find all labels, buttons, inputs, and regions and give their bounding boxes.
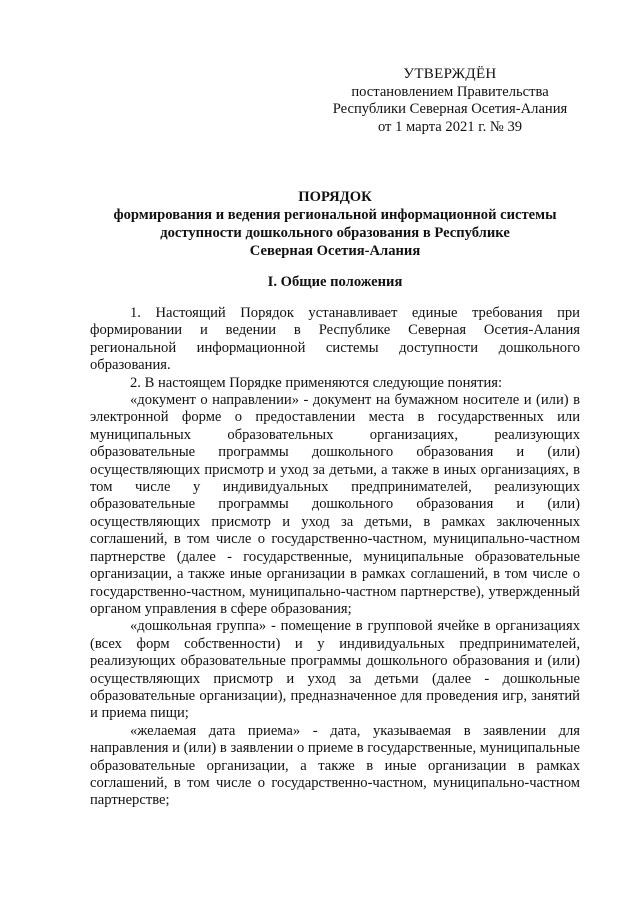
approval-stamp: УТВЕРЖДЁН <box>403 66 497 82</box>
paragraph: «документ о направлении» - документ на бумажном носителе и (или) в электронной форме о предоставлении места в государственных или муниципальных образовательных организациях, реализующих образовательные программы дошкольного образования и (или) осуществляющих присмотр и уход за детьми, а также в иных организациях, в том числе у индивидуальных предпринимателей, реализующих образовательные программы дошкольного образования и (или) осуществляющих присмотр и уход за детьми, в рамках заключенных соглашений, в том числе о государственно-частном, муниципально-частном партнерстве (далее - государственные, муниципальные образовательные организации, а также иные организации в рамках соглашений, в том числе о государственно-частном, муниципально-частном партнерстве), утвержденный органом управления в сфере образования; <box>90 392 580 617</box>
paragraph: 2. В настоящем Порядке применяются следующие понятия: <box>130 374 503 391</box>
approval-line: Республики Северная Осетия-Алания <box>332 101 568 117</box>
paragraph: 1. Настоящий Порядок устанавливает единые требования при формировании и ведении в Республике Северная Осетия-Алания региональной информационной системы доступности дошкольного образования. <box>90 305 580 374</box>
paragraph: «дошкольная группа» - помещение в групповой ячейке в организациях (всех форм собственности) и у индивидуальных предпринимателей, реализующих образовательные программы дошкольного образования и (или) осуществляющих присмотр и уход за детьми (далее - дошкольные образовательные организации), предназначенное для проведения игр, занятий и приема пищи; <box>90 618 580 722</box>
title-heading: ПОРЯДОК <box>298 189 372 205</box>
title-line: доступности дошкольного образования в Республике <box>160 225 510 241</box>
title-line: Северная Осетия-Алания <box>249 243 421 259</box>
approval-line: постановлением Правительства <box>351 83 549 100</box>
document-body <box>90 305 580 810</box>
paragraph: «желаемая дата приема» - дата, указываемая в заявлении для направления и (или) в заявлении о приеме в государственные, муниципальные образовательные организации, а также в иные организации в рамках соглашений, в том числе о государственно-частном, муниципально-частном партнерстве; <box>90 722 580 809</box>
approval-date: от 1 марта 2021 г. № 39 <box>377 118 523 135</box>
section-heading: I. Общие положения <box>267 274 403 290</box>
title-line: формирования и ведения региональной информационной системы <box>113 207 557 223</box>
document-title <box>90 188 580 260</box>
approval-block <box>300 66 600 136</box>
